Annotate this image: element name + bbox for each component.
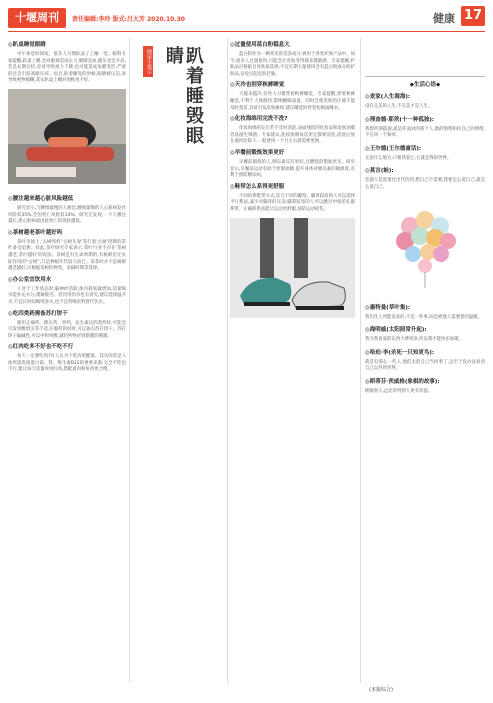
article-title: ◎趴桌睡觉眼睛 (8, 42, 46, 48)
article-title: ◎茶树越老茶叶越好吗 (8, 229, 63, 236)
article-body: 天越来越冷,有些人习惯穿着秋裤睡觉。专家提醒,穿着秋裤睡觉,不利于人体散热,影响睡眠质量。同时会使皮肤的汗液不能及时蒸发,容易引发皮肤瘙痒,建议睡觉时穿宽松棉质睡衣。 (230, 92, 355, 111)
article-title: ◎吃四类药需备苏打饼干 (8, 310, 68, 317)
article-title: ◎办公室宜饮用水 (8, 276, 52, 283)
column-divider (129, 38, 130, 683)
article-title: ◎鞋带怎么系得更舒服 (230, 183, 285, 190)
article-title: ◎天冷也别穿秋裤睡觉 (230, 82, 285, 89)
article (230, 150, 355, 180)
quote-item (365, 146, 485, 163)
quote-item (365, 350, 485, 373)
article-body: 中午休息时间短，很多人习惯趴桌子上睡一觉。眼科专家提醒,趴桌上睡,会对眼球造成压力,眼睛充血,眼压也会升高,若是长期这样,容易导致视力下降,也可能造成角膜变形,严重的还会引发高眼压症。而且,趴着睡觉的时候,眼睛被压迫,易导致视物模糊,其实趴桌上睡对颈椎也不好。 (8, 52, 126, 84)
quote-source: ◎斯蒂芬·茨威格(象棋的故事): (365, 378, 440, 385)
article (230, 42, 355, 78)
quote-text: 无论什么地方,只要我爱它,它就是我的世界。 (365, 155, 452, 161)
source-credit: (本报综合) (369, 687, 393, 693)
quote-source: ◎海明威(太阳照常升起): (365, 327, 427, 334)
article (8, 230, 126, 273)
article-title: ◎化妆海绵用完洗不洗? (230, 116, 288, 123)
quote-item (365, 168, 485, 191)
quote-source: ◎理查德·耶茨(十一种孤独): (365, 116, 435, 123)
header-divider (8, 31, 485, 32)
editor-credits: 责任编辑:李玲 版式:吕大芳 2020.10.30 (72, 16, 185, 23)
column-left (8, 38, 126, 374)
feature-heading (133, 38, 225, 158)
masthead (0, 0, 493, 34)
column-divider (227, 38, 228, 683)
feature-title: 趴着睡毁眼睛 (163, 46, 204, 146)
quote-text: 我想所谓孤独,就是你面对的那个人,他的情绪和你自己的情绪,不在同一个频率。 (365, 126, 485, 139)
sneakers-photo (230, 218, 355, 318)
article-body: 茶叶市场上,'古树纯料''古树头春'等打着'古树'招牌的茶叶备受追捧。对此,茶叶研究专家表示,茶叶行业不存在'茶树越老,茶叶越好'的说法。茶树是有生命周期的,有树龄但无实际作用的''古树'',只是种植年代较久而已。采茶时并不是树龄越老越好,应根据茶树的种类、采摘时期等选择。 (8, 239, 126, 272)
article-title: ◎红肉吃多不好也不吃不行 (8, 344, 74, 351)
article-body: 早餐前锻炼的人,胰岛素反应更好,且燃烧的脂肪更多。研究显示,早餐前运动有助于控制血糖,提升身体对胰岛素的敏感度,有利于预防糖尿病。 (230, 159, 355, 179)
quote-item (365, 379, 485, 396)
quotes-heading: ◆生活心语◆ (365, 76, 485, 88)
quote-item (365, 117, 485, 140)
article (8, 277, 126, 307)
quote-text: 没有完美的人生,不完美才是人生。 (365, 104, 433, 109)
quote-text: 悲剧人是需要往出代价的,想自己不需要,我要怎么爱自己,就怎么爱自己。 (365, 178, 485, 190)
column-divider (360, 38, 361, 683)
quote-source: ◎麦家(人生海海): (365, 94, 411, 100)
article-body: 每天一定要吃肉?有人认为不吃肉更健康。其实肉类是人体所需优质蛋白质、铁、维生素B12的重要来源,完全不吃也不行,建议每天适量食用红肉,搭配禽肉和鱼肉更合理。 (8, 354, 126, 373)
article-body: 化妆海绵用完后若不及时清洗,表面残留的化妆品和皮肤油脂容易滋生细菌。专家建议,化妆海绵每次用完都要清洗,清洗后放在通风处晾干,一般使用一个月左右就需要更换。 (230, 126, 355, 145)
article (230, 82, 355, 112)
section-name: 健康 (433, 12, 455, 25)
article-body: 蓝白粉作为一种常见的美容成分,被用于各类护肤产品中。如今,很多人过量使用,可能会让皮肤变得越来越敏感。专家提醒,护肤品应根据自身肤质选择,不宜长期大量使用含有蓝白粉成分的护肤品,以免引起皮肤过敏。 (230, 52, 355, 77)
feature-label: 健康小提示 (143, 46, 153, 77)
article (8, 196, 126, 226)
quote-text: 就是有那么一些人,他们太把自己当回事了,以至于没办法看清自己以外的世界。 (365, 359, 485, 372)
quote-text: 我为我喜爱的东西大费周章,所以我才能快乐如斯。 (365, 337, 463, 343)
article (230, 184, 355, 214)
article (8, 311, 126, 341)
article-body: 服用止痛药、降压药、胃药、抗生素这四类药时,可能会引发胃酸增多等不适,在服药的同时,可以备点苏打饼干。苏打饼干偏碱性,可以中和胃酸,减轻药物对胃黏膜的刺激。 (8, 320, 126, 339)
article-body: 不同的系鞋带方式,适合不同的脚型。脚背较高的人可以选择平行系法,减少对脚背的压迫;脚掌较宽的人可以跳过中间的孔眼系带。正确的系法能让运动更舒服,预防运动损伤。 (230, 193, 355, 212)
heart-balloons-illustration (365, 196, 485, 291)
quote-source: ◎王尔德(王尔德童话): (365, 145, 422, 152)
page-number: 17 (461, 6, 485, 26)
quote-source: ◎惠特曼(草叶集): (365, 304, 411, 311)
quote-text: 理解别人,远比审判别人更有价值。 (365, 388, 433, 394)
article-body: 研究显示,与腰围最粗的人相比,腰围最细的人心脏病发作风险低35%,全因死亡风险低14%。研究还发现,一个人腰注越长,患心脏病或因此死亡的风险越低。 (8, 205, 126, 225)
article-title: ◎早餐前锻炼效果更好 (230, 149, 285, 156)
quote-item (365, 305, 485, 322)
article-body: 人处于工作状态时,脑神经活跃,体内耗氧量增加,适量喝水能补充水分,缓解疲劳。但饮用的水也有讲究,建议选择温开水,不宜长时间喝纯净水,也不宜常喝饮料替代饮水。 (8, 286, 126, 305)
quote-text: 我们凡人所能追求的,不是一件事,而是被他人需要着的温暖。 (365, 314, 482, 320)
article-title: ◎腰注越来越心脏风险越低 (8, 195, 74, 202)
sleeping-at-desk-photo (8, 89, 126, 184)
column-right (365, 38, 485, 396)
article (8, 42, 126, 85)
quote-item (365, 327, 485, 344)
newspaper-logo: 十堰周刊 (8, 8, 66, 28)
article (230, 116, 355, 146)
quote-source: ◎莫言(蛙): (365, 168, 394, 175)
article (8, 344, 126, 374)
column-middle (230, 38, 355, 326)
quote-item (365, 94, 485, 111)
quote-source: ◎哈珀·李(杀死一只知更鸟): (365, 349, 435, 356)
article-title: ◎过量使用蓝白粉稳息大 (230, 42, 290, 48)
